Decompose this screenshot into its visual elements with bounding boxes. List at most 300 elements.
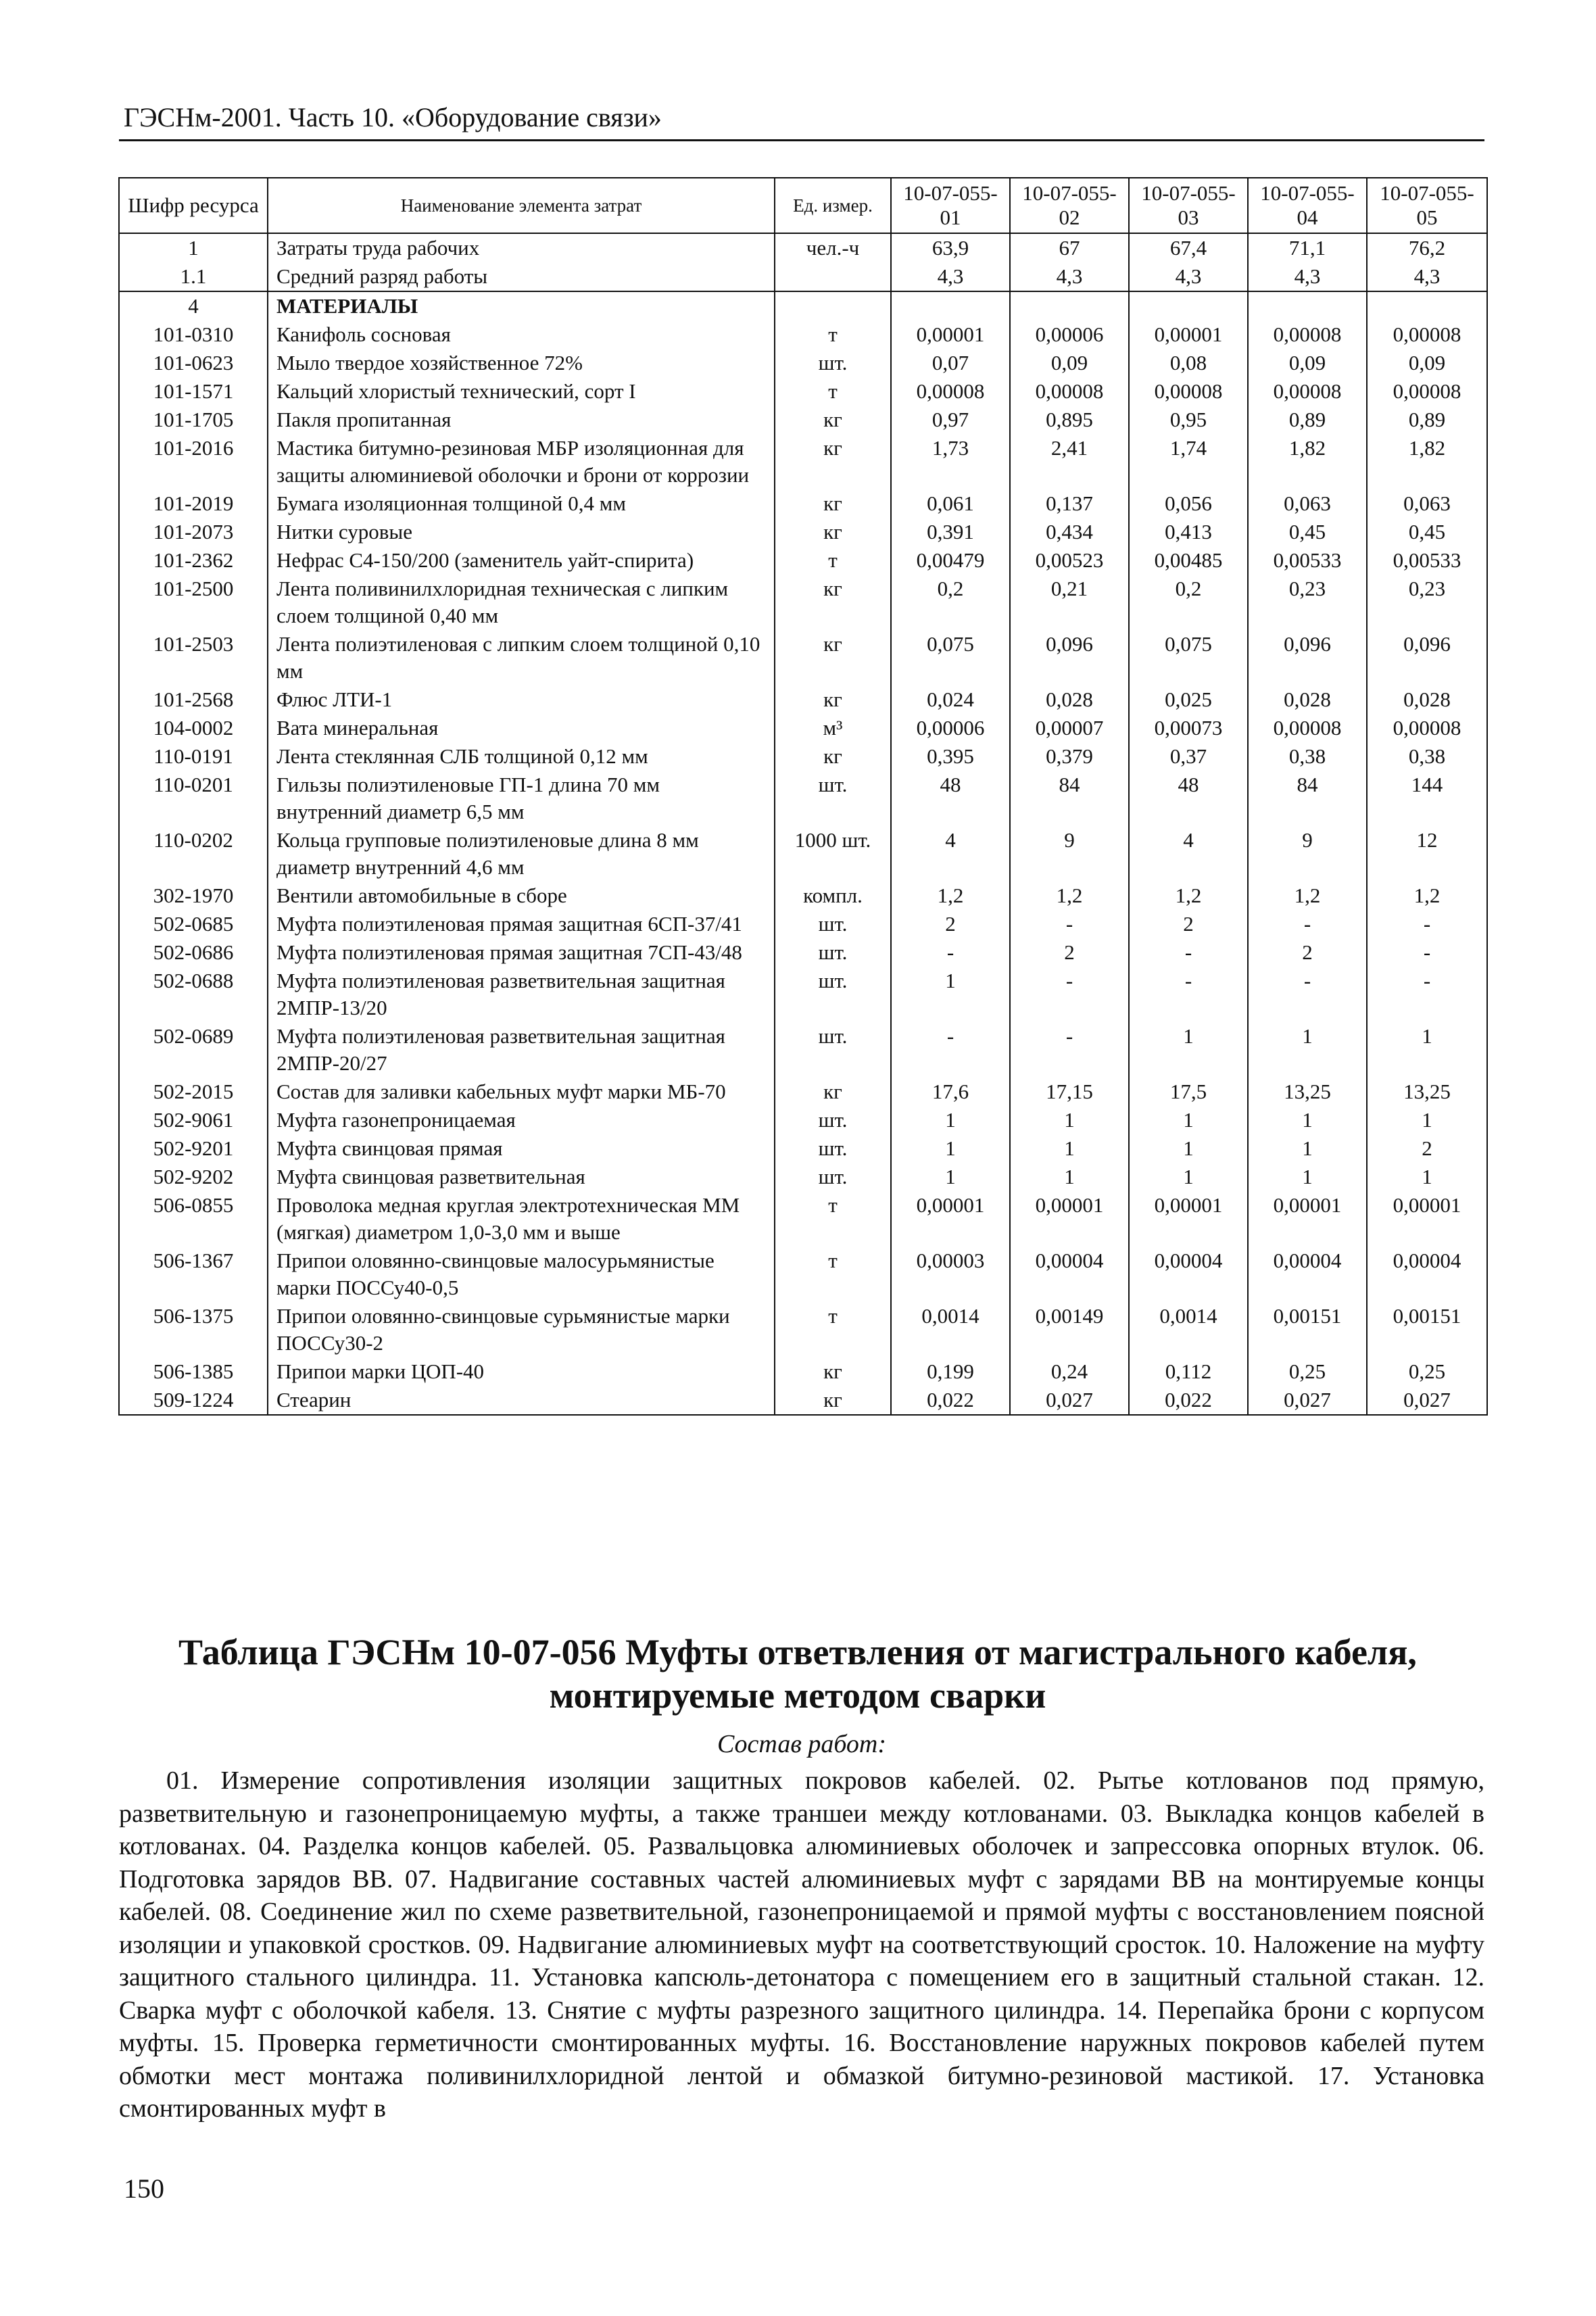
unit-cell: кг [775, 575, 891, 630]
col-header-norm-04: 10-07-055-04 [1248, 178, 1367, 233]
value-cell-04: 0,027 [1248, 1386, 1367, 1415]
value-cell-02: 0,096 [1010, 630, 1129, 685]
value-cell-02: 0,379 [1010, 742, 1129, 771]
value-cell-01: 48 [891, 771, 1010, 826]
value-cell-05: 1 [1367, 1106, 1487, 1134]
resource-name-cell: Припои марки ЦОП-40 [268, 1357, 775, 1386]
value-cell-04: 1,2 [1248, 882, 1367, 910]
value-cell-03: 1 [1129, 1134, 1248, 1163]
unit-cell [775, 262, 891, 291]
resource-code-cell: 101-2362 [119, 546, 268, 575]
value-cell-05: 1,2 [1367, 882, 1487, 910]
table-row [119, 938, 1487, 967]
resource-name-cell: Стеарин [268, 1386, 775, 1415]
value-cell-03: 1,2 [1129, 882, 1248, 910]
resource-name-cell: Муфта полиэтиленовая разветвительная защитная 2МПР-13/20 [268, 967, 775, 1022]
unit-cell: кг [775, 406, 891, 434]
value-cell-01: 4 [891, 826, 1010, 882]
unit-cell: кг [775, 1357, 891, 1386]
unit-cell: шт. [775, 1106, 891, 1134]
value-cell-01: 0,97 [891, 406, 1010, 434]
resource-name-cell: Припои оловянно-свинцовые сурьмянистые марки ПОССу30-2 [268, 1302, 775, 1357]
unit-cell: шт. [775, 967, 891, 1022]
resource-code-cell: 101-2503 [119, 630, 268, 685]
table-row [119, 349, 1487, 377]
value-cell-04: 4,3 [1248, 262, 1367, 291]
resource-code-cell: 502-0689 [119, 1022, 268, 1078]
value-cell-05: 0,09 [1367, 349, 1487, 377]
value-cell-04: 2 [1248, 938, 1367, 967]
resource-code-cell: 101-2568 [119, 685, 268, 714]
value-cell-01: 0,022 [891, 1386, 1010, 1415]
col-header-code: Шифр ресурса [119, 178, 268, 233]
value-cell-05: 0,096 [1367, 630, 1487, 685]
value-cell-03: 1 [1129, 1106, 1248, 1134]
resource-code-cell: 1.1 [119, 262, 268, 291]
value-cell-03: 0,056 [1129, 489, 1248, 518]
value-cell-04: 0,00001 [1248, 1191, 1367, 1247]
value-cell-02: 0,028 [1010, 685, 1129, 714]
value-cell-05: 0,00008 [1367, 714, 1487, 742]
value-cell-03: - [1129, 967, 1248, 1022]
col-header-norm-05: 10-07-055-05 [1367, 178, 1487, 233]
value-cell-05: 13,25 [1367, 1078, 1487, 1106]
table-row [119, 1022, 1487, 1078]
unit-cell: кг [775, 434, 891, 489]
value-cell-02: 0,00007 [1010, 714, 1129, 742]
value-cell-05 [1367, 291, 1487, 320]
col-header-norm-01: 10-07-055-01 [891, 178, 1010, 233]
value-cell-04: 0,00004 [1248, 1247, 1367, 1302]
value-cell-04: 1 [1248, 1134, 1367, 1163]
value-cell-05: 1,82 [1367, 434, 1487, 489]
value-cell-02: 0,00149 [1010, 1302, 1129, 1357]
value-cell-05: 0,00151 [1367, 1302, 1487, 1357]
value-cell-01: 0,395 [891, 742, 1010, 771]
unit-cell: м³ [775, 714, 891, 742]
resource-name-cell: Припои оловянно-свинцовые малосурьмянистые марки ПОССу40-0,5 [268, 1247, 775, 1302]
table-row [119, 1386, 1487, 1415]
value-cell-02: 1 [1010, 1106, 1129, 1134]
value-cell-05: 0,00008 [1367, 377, 1487, 406]
value-cell-03: 1,74 [1129, 434, 1248, 489]
value-cell-05: 1 [1367, 1163, 1487, 1191]
unit-cell: компл. [775, 882, 891, 910]
value-cell-02: 0,137 [1010, 489, 1129, 518]
unit-cell: кг [775, 742, 891, 771]
col-header-norm-02: 10-07-055-02 [1010, 178, 1129, 233]
unit-cell: т [775, 1191, 891, 1247]
value-cell-05: 0,00004 [1367, 1247, 1487, 1302]
table-row [119, 1191, 1487, 1247]
resource-code-cell: 506-1385 [119, 1357, 268, 1386]
value-cell-01 [891, 291, 1010, 320]
table-row [119, 546, 1487, 575]
value-cell-02: 0,09 [1010, 349, 1129, 377]
unit-cell: т [775, 320, 891, 349]
unit-cell: шт. [775, 910, 891, 938]
value-cell-02: - [1010, 910, 1129, 938]
value-cell-03: 0,37 [1129, 742, 1248, 771]
value-cell-05: 0,23 [1367, 575, 1487, 630]
resource-name-cell: Муфта свинцовая разветвительная [268, 1163, 775, 1191]
resource-table [118, 177, 1488, 1416]
value-cell-02: 0,00001 [1010, 1191, 1129, 1247]
resource-code-cell: 101-1571 [119, 377, 268, 406]
value-cell-04: 0,09 [1248, 349, 1367, 377]
resource-name-cell: Бумага изоляционная толщиной 0,4 мм [268, 489, 775, 518]
value-cell-03: 48 [1129, 771, 1248, 826]
value-cell-04: 0,38 [1248, 742, 1367, 771]
resource-name-cell: Вентили автомобильные в сборе [268, 882, 775, 910]
unit-cell: т [775, 546, 891, 575]
resource-name-cell: Нефрас С4-150/200 (заменитель уайт-спирита) [268, 546, 775, 575]
value-cell-02: 17,15 [1010, 1078, 1129, 1106]
value-cell-05: 0,027 [1367, 1386, 1487, 1415]
value-cell-05: 76,2 [1367, 233, 1487, 262]
resource-name-cell: Затраты труда рабочих [268, 233, 775, 262]
value-cell-01: 0,07 [891, 349, 1010, 377]
value-cell-03: 0,413 [1129, 518, 1248, 546]
value-cell-03: 0,112 [1129, 1357, 1248, 1386]
resource-name-cell: МАТЕРИАЛЫ [268, 291, 775, 320]
unit-cell: шт. [775, 349, 891, 377]
resource-code-cell: 101-0623 [119, 349, 268, 377]
table-row [119, 233, 1487, 262]
unit-cell: т [775, 1302, 891, 1357]
col-header-unit: Ед. измер. [775, 178, 891, 233]
resource-code-cell: 101-2016 [119, 434, 268, 489]
unit-cell: шт. [775, 938, 891, 967]
table-row [119, 377, 1487, 406]
value-cell-05: 0,89 [1367, 406, 1487, 434]
value-cell-03: 2 [1129, 910, 1248, 938]
value-cell-01: 0,00479 [891, 546, 1010, 575]
value-cell-03: 4 [1129, 826, 1248, 882]
value-cell-04: 1 [1248, 1022, 1367, 1078]
value-cell-04: 0,00151 [1248, 1302, 1367, 1357]
value-cell-02: 9 [1010, 826, 1129, 882]
unit-cell: кг [775, 630, 891, 685]
resource-name-cell: Флюс ЛТИ-1 [268, 685, 775, 714]
resource-code-cell: 101-1705 [119, 406, 268, 434]
value-cell-01: 1 [891, 1134, 1010, 1163]
table-row [119, 489, 1487, 518]
resource-name-cell: Муфта полиэтиленовая прямая защитная 6СП-37/41 [268, 910, 775, 938]
value-cell-02: 1 [1010, 1134, 1129, 1163]
resource-code-cell: 502-0688 [119, 967, 268, 1022]
value-cell-02: 0,027 [1010, 1386, 1129, 1415]
resource-name-cell: Проволока медная круглая электротехническая ММ (мягкая) диаметром 1,0-3,0 мм и выше [268, 1191, 775, 1247]
value-cell-05: 1 [1367, 1022, 1487, 1078]
value-cell-01: - [891, 938, 1010, 967]
value-cell-02: 0,434 [1010, 518, 1129, 546]
value-cell-02: 1 [1010, 1163, 1129, 1191]
value-cell-02: - [1010, 967, 1129, 1022]
value-cell-05: 0,00008 [1367, 320, 1487, 349]
running-header: ГЭСНм-2001. Часть 10. «Оборудование связи» [124, 102, 662, 132]
resource-name-cell: Мыло твердое хозяйственное 72% [268, 349, 775, 377]
table-row [119, 434, 1487, 489]
table-row [119, 826, 1487, 882]
table-row [119, 291, 1487, 320]
value-cell-04: 0,00533 [1248, 546, 1367, 575]
header-rule [119, 139, 1484, 141]
resource-name-cell: Мастика битумно-резиновая МБР изоляционная для защиты алюминиевой оболочки и брони от коррозии [268, 434, 775, 489]
resource-code-cell: 101-2073 [119, 518, 268, 546]
value-cell-04: 0,00008 [1248, 714, 1367, 742]
value-cell-01: 1 [891, 1163, 1010, 1191]
value-cell-03: 0,08 [1129, 349, 1248, 377]
value-cell-01: 0,061 [891, 489, 1010, 518]
value-cell-04: 0,00008 [1248, 320, 1367, 349]
value-cell-03: 0,00001 [1129, 1191, 1248, 1247]
value-cell-05: 2 [1367, 1134, 1487, 1163]
resource-name-cell: Гильзы полиэтиленовые ГП-1 длина 70 мм внутренний диаметр 6,5 мм [268, 771, 775, 826]
value-cell-01: 0,391 [891, 518, 1010, 546]
value-cell-02: 67 [1010, 233, 1129, 262]
table-row [119, 320, 1487, 349]
value-cell-01: 2 [891, 910, 1010, 938]
value-cell-05: 144 [1367, 771, 1487, 826]
unit-cell: кг [775, 489, 891, 518]
table-row [119, 262, 1487, 291]
value-cell-04: 9 [1248, 826, 1367, 882]
value-cell-04 [1248, 291, 1367, 320]
value-cell-03: 0,00073 [1129, 714, 1248, 742]
table-row [119, 1134, 1487, 1163]
value-cell-01: 0,00003 [891, 1247, 1010, 1302]
value-cell-02 [1010, 291, 1129, 320]
value-cell-01: 0,00001 [891, 320, 1010, 349]
value-cell-04: 0,23 [1248, 575, 1367, 630]
value-cell-05: - [1367, 910, 1487, 938]
value-cell-04: 0,25 [1248, 1357, 1367, 1386]
value-cell-04: 1,82 [1248, 434, 1367, 489]
value-cell-05: 12 [1367, 826, 1487, 882]
value-cell-04: - [1248, 967, 1367, 1022]
resource-code-cell: 502-2015 [119, 1078, 268, 1106]
value-cell-05: - [1367, 938, 1487, 967]
resource-code-cell: 110-0202 [119, 826, 268, 882]
unit-cell [775, 291, 891, 320]
value-cell-02: 0,00008 [1010, 377, 1129, 406]
resource-code-cell: 104-0002 [119, 714, 268, 742]
value-cell-05: 4,3 [1367, 262, 1487, 291]
unit-cell: шт. [775, 771, 891, 826]
value-cell-03: 0,025 [1129, 685, 1248, 714]
value-cell-04: 0,063 [1248, 489, 1367, 518]
resource-code-cell: 506-1367 [119, 1247, 268, 1302]
resource-code-cell: 4 [119, 291, 268, 320]
unit-cell: шт. [775, 1022, 891, 1078]
value-cell-01: 0,00001 [891, 1191, 1010, 1247]
resource-name-cell: Пакля пропитанная [268, 406, 775, 434]
unit-cell: кг [775, 685, 891, 714]
table-row [119, 1357, 1487, 1386]
resource-code-cell: 502-9201 [119, 1134, 268, 1163]
value-cell-01: 1,73 [891, 434, 1010, 489]
value-cell-03: - [1129, 938, 1248, 967]
table-row [119, 1302, 1487, 1357]
table-row [119, 714, 1487, 742]
value-cell-03: 4,3 [1129, 262, 1248, 291]
resource-name-cell: Канифоль сосновая [268, 320, 775, 349]
table-row [119, 406, 1487, 434]
value-cell-04: 0,89 [1248, 406, 1367, 434]
resource-code-cell: 101-2500 [119, 575, 268, 630]
value-cell-02: 4,3 [1010, 262, 1129, 291]
value-cell-02: 2,41 [1010, 434, 1129, 489]
value-cell-01: 0,00006 [891, 714, 1010, 742]
resource-name-cell: Кальций хлористый технический, сорт I [268, 377, 775, 406]
work-composition-heading: Состав работ: [717, 1730, 887, 1758]
value-cell-01: 0,0014 [891, 1302, 1010, 1357]
value-cell-04: 1 [1248, 1106, 1367, 1134]
resource-code-cell: 101-2019 [119, 489, 268, 518]
value-cell-03: 0,00008 [1129, 377, 1248, 406]
value-cell-04: 1 [1248, 1163, 1367, 1191]
unit-cell: кг [775, 1386, 891, 1415]
value-cell-04: 84 [1248, 771, 1367, 826]
table-row [119, 1078, 1487, 1106]
value-cell-03: 0,00485 [1129, 546, 1248, 575]
value-cell-05: 0,38 [1367, 742, 1487, 771]
resource-code-cell: 110-0191 [119, 742, 268, 771]
value-cell-01: 1 [891, 967, 1010, 1022]
unit-cell: кг [775, 518, 891, 546]
value-cell-03: 1 [1129, 1022, 1248, 1078]
value-cell-03 [1129, 291, 1248, 320]
table-row [119, 685, 1487, 714]
value-cell-02: 0,00006 [1010, 320, 1129, 349]
value-cell-03: 67,4 [1129, 233, 1248, 262]
resource-code-cell: 101-0310 [119, 320, 268, 349]
table-row [119, 575, 1487, 630]
value-cell-05: 0,028 [1367, 685, 1487, 714]
value-cell-02: - [1010, 1022, 1129, 1078]
resource-name-cell: Муфта газонепроницаемая [268, 1106, 775, 1134]
resource-code-cell: 502-9061 [119, 1106, 268, 1134]
value-cell-01: 1,2 [891, 882, 1010, 910]
resource-name-cell: Нитки суровые [268, 518, 775, 546]
table-row [119, 882, 1487, 910]
value-cell-02: 0,00523 [1010, 546, 1129, 575]
page-number: 150 [124, 2173, 164, 2204]
table-row [119, 1247, 1487, 1302]
resource-name-cell: Вата минеральная [268, 714, 775, 742]
resource-name-cell: Лента стеклянная СЛБ толщиной 0,12 мм [268, 742, 775, 771]
value-cell-01: 0,075 [891, 630, 1010, 685]
value-cell-05: 0,063 [1367, 489, 1487, 518]
value-cell-03: 0,00004 [1129, 1247, 1248, 1302]
resource-name-cell: Средний разряд работы [268, 262, 775, 291]
col-header-norm-03: 10-07-055-03 [1129, 178, 1248, 233]
table-row [119, 742, 1487, 771]
value-cell-02: 0,00004 [1010, 1247, 1129, 1302]
value-cell-04: 0,45 [1248, 518, 1367, 546]
value-cell-05: 0,00533 [1367, 546, 1487, 575]
value-cell-01: 0,024 [891, 685, 1010, 714]
table-row [119, 967, 1487, 1022]
value-cell-03: 1 [1129, 1163, 1248, 1191]
value-cell-03: 0,0014 [1129, 1302, 1248, 1357]
value-cell-05: 0,25 [1367, 1357, 1487, 1386]
value-cell-01: 0,00008 [891, 377, 1010, 406]
unit-cell: т [775, 1247, 891, 1302]
value-cell-05: - [1367, 967, 1487, 1022]
col-header-name: Наименование элемента затрат [268, 178, 775, 233]
resource-code-cell: 1 [119, 233, 268, 262]
table-row [119, 518, 1487, 546]
table-header-row [119, 178, 1487, 233]
resource-code-cell: 110-0201 [119, 771, 268, 826]
value-cell-04: 0,096 [1248, 630, 1367, 685]
unit-cell: шт. [775, 1134, 891, 1163]
resource-code-cell: 502-9202 [119, 1163, 268, 1191]
value-cell-05: 0,00001 [1367, 1191, 1487, 1247]
value-cell-03: 0,022 [1129, 1386, 1248, 1415]
value-cell-04: 71,1 [1248, 233, 1367, 262]
value-cell-01: 0,2 [891, 575, 1010, 630]
value-cell-03: 17,5 [1129, 1078, 1248, 1106]
unit-cell: т [775, 377, 891, 406]
value-cell-03: 0,00001 [1129, 320, 1248, 349]
value-cell-02: 2 [1010, 938, 1129, 967]
value-cell-04: - [1248, 910, 1367, 938]
resource-name-cell: Муфта свинцовая прямая [268, 1134, 775, 1163]
table-body [119, 233, 1487, 1415]
unit-cell: чел.-ч [775, 233, 891, 262]
table-row [119, 1106, 1487, 1134]
unit-cell: шт. [775, 1163, 891, 1191]
value-cell-01: 4,3 [891, 262, 1010, 291]
value-cell-05: 0,45 [1367, 518, 1487, 546]
resource-code-cell: 302-1970 [119, 882, 268, 910]
table-row [119, 630, 1487, 685]
table-row [119, 1163, 1487, 1191]
resource-name-cell: Лента полиэтиленовая с липким слоем толщиной 0,10 мм [268, 630, 775, 685]
work-composition-text: 01. Измерение сопротивления изоляции защитных покровов кабелей. 02. Рытье котлованов под прямую, разветвительную и газонепроницаемую муфты, а также траншеи между котлованами. 03. Выкладка концов кабелей в котлованах. 04. Разделка концов кабелей. 05. Развальцовка алюминиевых оболочек и запрессовка опорных втулок. 06. Подготовка зарядов ВВ. 07. Надвигание составных частей алюминиевых муфт с зарядами ВВ на монтируемые концы кабелей. 08. Соединение жил по схеме разветвительной, газонепроницаемой и прямой муфты с восстановлением поясной изоляции и упаковкой сростков. 09. Надвигание алюминиевых муфт на соответствующий сросток. 10. Наложение на муфту защитного стального цилиндра. 11. Установка капсюль-детонатора с помещением его в защитный стальной стакан. 12. Сварка муфт с оболочкой кабеля. 13. Снятие с муфты разрезного защитного цилиндра. 14. Перепайка брони с корпусом муфты. 15. Проверка герметичности смонтированных муфты. 16. Восстановление наружных покровов кабелей путем обмотки мест монтажа поливинилхлоридной лентой и обмазкой битумно-резиновой мастикой. 17. Установка смонтированных муфт в [119, 1766, 1484, 2123]
resource-code-cell: 502-0685 [119, 910, 268, 938]
resource-name-cell: Лента поливинилхлоридная техническая с липким слоем толщиной 0,40 мм [268, 575, 775, 630]
value-cell-03: 0,075 [1129, 630, 1248, 685]
value-cell-02: 0,24 [1010, 1357, 1129, 1386]
resource-name-cell: Состав для заливки кабельных муфт марки МБ-70 [268, 1078, 775, 1106]
resource-name-cell: Муфта полиэтиленовая прямая защитная 7СП-43/48 [268, 938, 775, 967]
value-cell-02: 0,895 [1010, 406, 1129, 434]
value-cell-01: 0,199 [891, 1357, 1010, 1386]
value-cell-02: 84 [1010, 771, 1129, 826]
unit-cell: 1000 шт. [775, 826, 891, 882]
table-row [119, 771, 1487, 826]
value-cell-03: 0,95 [1129, 406, 1248, 434]
resource-name-cell: Кольца групповые полиэтиленовые длина 8 мм диаметр внутренний 4,6 мм [268, 826, 775, 882]
resource-code-cell: 509-1224 [119, 1386, 268, 1415]
value-cell-04: 0,028 [1248, 685, 1367, 714]
resource-code-cell: 502-0686 [119, 938, 268, 967]
value-cell-02: 0,21 [1010, 575, 1129, 630]
resource-code-cell: 506-1375 [119, 1302, 268, 1357]
resource-name-cell: Муфта полиэтиленовая разветвительная защитная 2МПР-20/27 [268, 1022, 775, 1078]
value-cell-01: 17,6 [891, 1078, 1010, 1106]
value-cell-04: 13,25 [1248, 1078, 1367, 1106]
value-cell-01: 1 [891, 1106, 1010, 1134]
value-cell-02: 1,2 [1010, 882, 1129, 910]
resource-code-cell: 506-0855 [119, 1191, 268, 1247]
value-cell-04: 0,00008 [1248, 377, 1367, 406]
section-title: Таблица ГЭСНм 10-07-056 Муфты ответвления от магистрального кабеля, монтируемые методом сварки [178, 1632, 1417, 1716]
